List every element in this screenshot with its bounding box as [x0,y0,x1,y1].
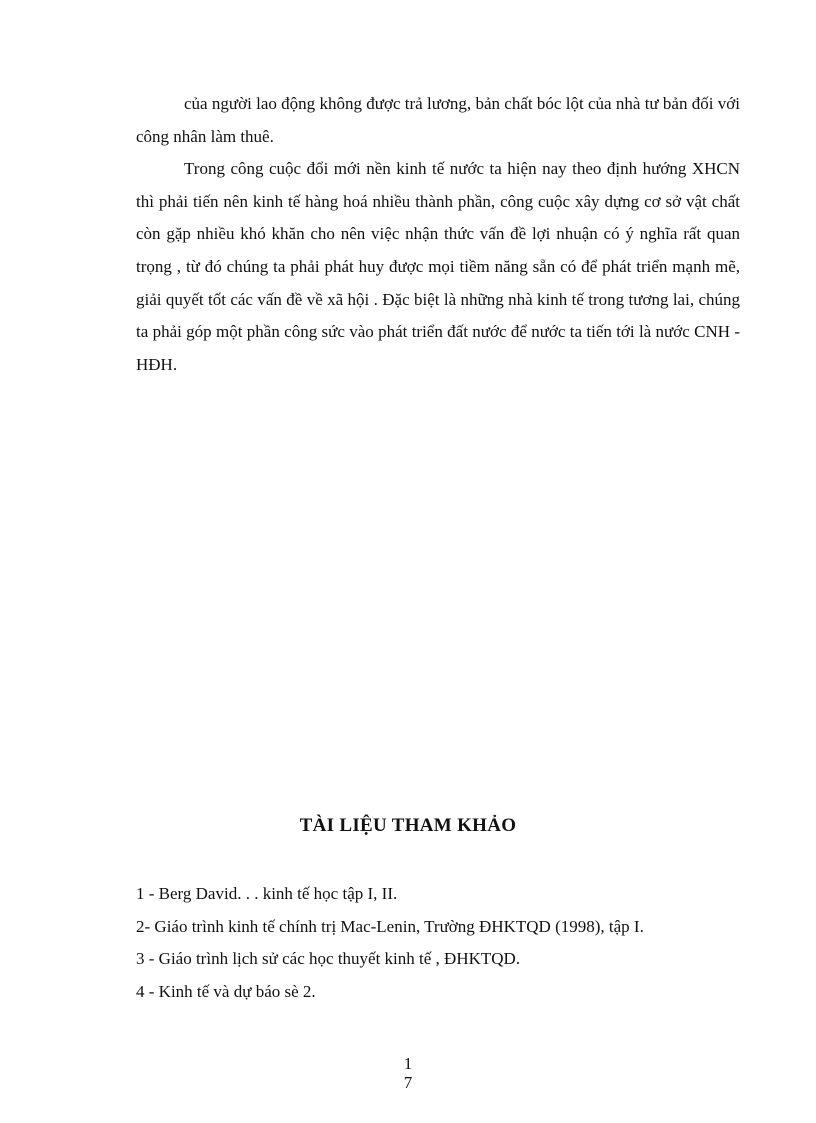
page-number-line-2: 7 [403,1073,413,1092]
page-number-line-1: 1 [403,1054,413,1073]
reference-item: 4 - Kinh tế và dự báo sè 2. [136,981,316,1001]
paragraph-conclusion: Trong công cuộc đổi mới nền kinh tế nước ta hiện nay theo định hướng XHCN thì phải tiến nên kinh tế hàng hoá nhiều thành phần, công cuộc xây dựng cơ sở vật chất còn gặp nhiều khó khăn cho nên việc nhận thức vấn đề lợi nhuận có ý nghĩa rất quan trọng , từ đó chúng ta phải phát huy được mọi tiềm năng sẵn có để phát triển mạnh mẽ, giải quyết tốt các vấn đề về xã hội . Đặc biệt là những nhà kinh tế trong tương lai, chúng ta phải góp một phần công sức vào phát triển đất nước để nước ta tiến tới là nước CNH - HĐH. [136,159,740,374]
paragraph-continuation: của người lao động không được trả lương, bản chất bóc lột của nhà tư bản đối với công nhân làm thuê. [136,94,740,146]
reference-item: 3 - Giáo trình lịch sử các học thuyết kinh tế , ĐHKTQD. [136,949,521,968]
reference-item: 2- Giáo trình kinh tế chính trị Mac-Lenin, Trường ĐHKTQD (1998), tập I. [136,916,644,936]
references-heading: TÀI LIỆU THAM KHẢO [299,815,517,836]
page-number [0,1054,816,1092]
body-text [136,88,740,381]
reference-item: 1 - Berg David. . . kinh tế học tập I, II. [136,884,398,903]
references-list [136,878,740,1008]
